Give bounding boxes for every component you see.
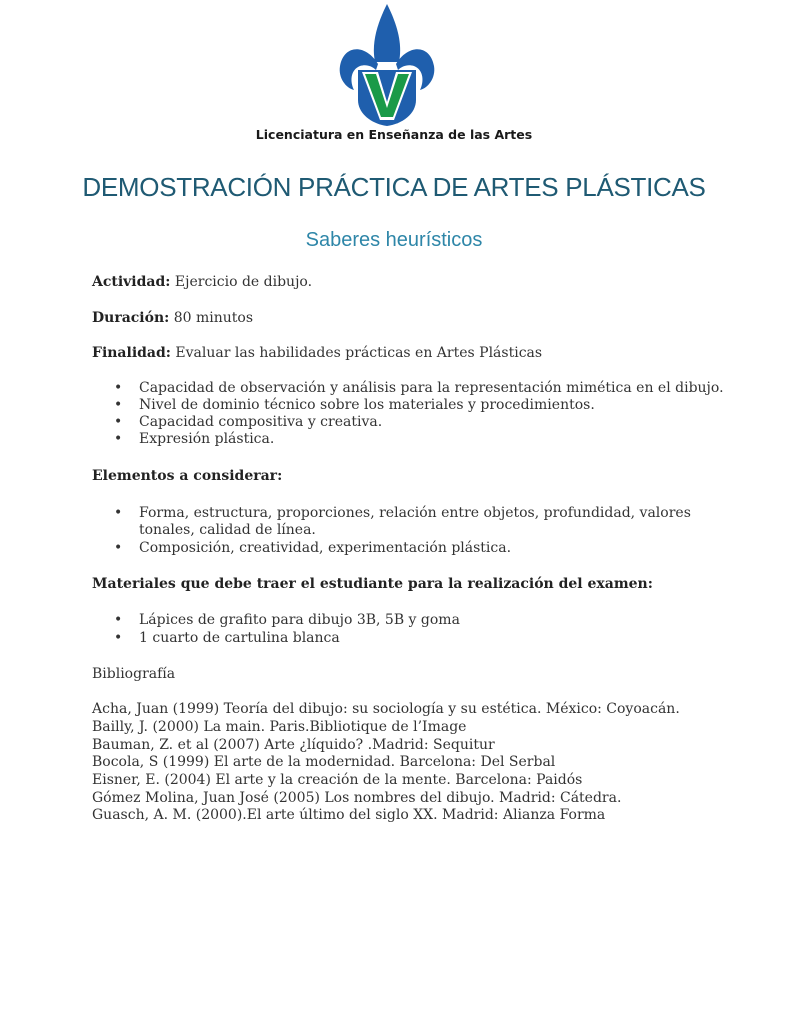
list-item: Lápices de grafito para dibujo 3B, 5B y goma	[139, 612, 460, 628]
list-item: 1 cuarto de cartulina blanca	[139, 630, 340, 646]
bibliography-entry: Gómez Molina, Juan José (2005) Los nombres del dibujo. Madrid: Cátedra.	[92, 790, 622, 806]
duracion-field	[92, 310, 253, 326]
bullet-icon: •	[114, 540, 123, 556]
bullet-icon: •	[114, 380, 123, 396]
materiales-heading: Materiales que debe traer el estudiante para la realización del examen:	[92, 576, 653, 592]
list-item: Nivel de dominio técnico sobre los materiales y procedimientos.	[139, 397, 595, 413]
duracion-value: 80 minutos	[173, 310, 254, 326]
list-item: Expresión plástica.	[139, 431, 275, 447]
bullet-icon: •	[114, 612, 123, 628]
list-item: Capacidad compositiva y creativa.	[139, 414, 383, 430]
finalidad-label: Finalidad:	[92, 345, 171, 361]
university-logo	[338, 4, 436, 126]
finalidad-field	[92, 345, 542, 361]
finalidad-value: Evaluar las habilidades prácticas en Artes Plásticas	[175, 345, 543, 361]
elementos-heading: Elementos a considerar:	[92, 468, 283, 484]
list-item-continuation: tonales, calidad de línea.	[139, 522, 316, 538]
actividad-label: Actividad:	[92, 274, 171, 290]
institution-name: Licenciatura en Enseñanza de las Artes	[255, 127, 533, 142]
bibliography-entry: Eisner, E. (2004) El arte y la creación de la mente. Barcelona: Paidós	[92, 772, 583, 788]
document-subtitle: Saberes heurísticos	[305, 229, 483, 251]
list-item: Composición, creatividad, experimentación plástica.	[139, 540, 512, 556]
bullet-icon: •	[114, 414, 123, 430]
list-item: Forma, estructura, proporciones, relación entre objetos, profundidad, valores	[139, 505, 691, 521]
bibliography-entry: Bocola, S (1999) El arte de la modernidad. Barcelona: Del Serbal	[92, 754, 556, 770]
actividad-value: Ejercicio de dibujo.	[174, 274, 313, 290]
bibliography-entry: Guasch, A. M. (2000).El arte último del siglo XX. Madrid: Alianza Forma	[92, 807, 606, 823]
bullet-icon: •	[114, 397, 123, 413]
bibliography-entry: Bauman, Z. et al (2007) Arte ¿líquido? .Madrid: Sequitur	[92, 737, 495, 753]
bullet-icon: •	[114, 505, 123, 521]
list-item: Capacidad de observación y análisis para la representación mimética en el dibujo.	[139, 380, 724, 396]
duracion-label: Duración:	[92, 310, 170, 326]
bibliography-entry: Bailly, J. (2000) La main. Paris.Bibliotique de l’Image	[92, 719, 467, 735]
bibliografia-heading: Bibliografía	[92, 666, 176, 682]
bullet-icon: •	[114, 431, 123, 447]
bullet-icon: •	[114, 630, 123, 646]
document-title: DEMOSTRACIÓN PRÁCTICA DE ARTES PLÁSTICAS	[82, 172, 706, 202]
actividad-field	[92, 274, 312, 290]
bibliography-entry: Acha, Juan (1999) Teoría del dibujo: su sociología y su estética. México: Coyoacán.	[92, 701, 680, 717]
